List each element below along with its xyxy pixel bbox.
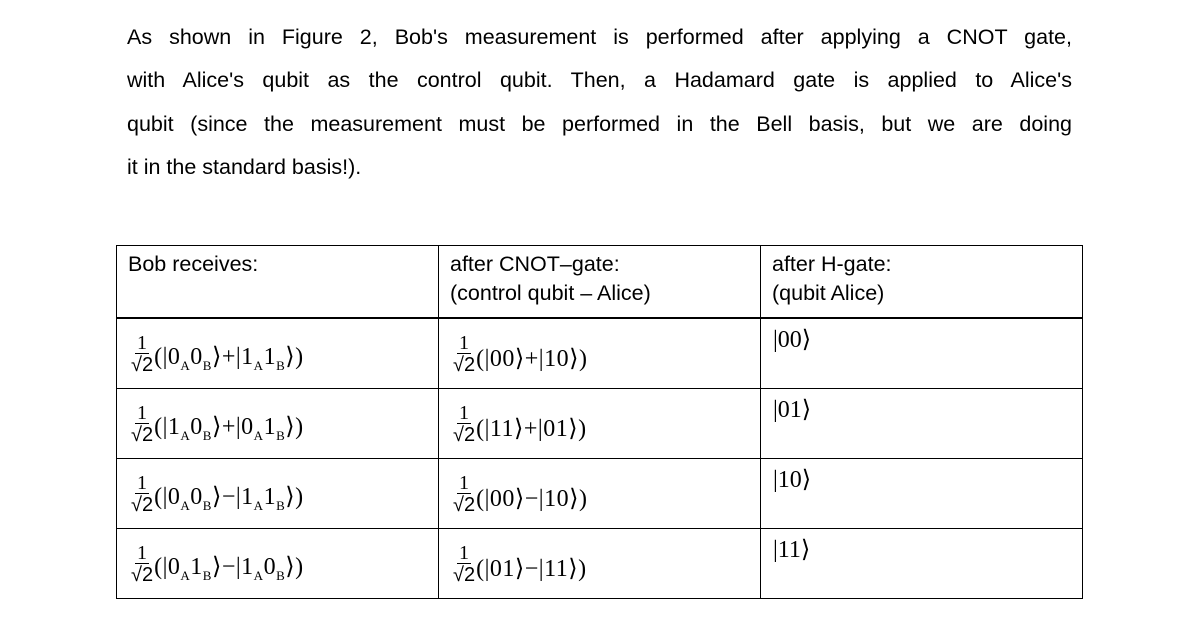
cell-bob-receives [117, 529, 439, 599]
h-state-expression: |10⟩ [773, 467, 812, 493]
cnot-state-expression: (|00⟩+|10⟩) [476, 345, 588, 372]
cnot-state-expression: (|00⟩−|10⟩) [476, 485, 588, 512]
header-line: (qubit Alice) [772, 281, 885, 305]
fraction-numerator: 1 [137, 331, 148, 354]
fraction-denominator: √2 [131, 563, 154, 586]
header-line: after H-gate: [772, 252, 892, 276]
fraction-denominator: √2 [131, 423, 154, 446]
bob-state-expression: $(|0_A0_B⟩+|1_A1_B⟩)$ [154, 344, 304, 373]
fraction-denominator: √2 [453, 563, 476, 586]
fraction [453, 543, 475, 586]
h-state-expression: |01⟩ [773, 397, 812, 423]
cnot-state-expression: (|01⟩−|11⟩) [476, 555, 587, 582]
fraction-denominator: √2 [453, 353, 476, 376]
fraction-numerator: 1 [137, 471, 148, 494]
fraction [453, 403, 475, 446]
fraction [131, 473, 153, 516]
header-after-h [761, 246, 1083, 319]
fraction-denominator: √2 [453, 423, 476, 446]
h-state-expression: |11⟩ [773, 537, 811, 563]
bob-state-expression: $(|0_A0_B⟩-|1_A1_B⟩)$ [154, 484, 304, 513]
h-state-expression: |00⟩ [773, 327, 812, 353]
fraction [131, 333, 153, 376]
cell-after-cnot [439, 529, 761, 599]
fraction-numerator: 1 [459, 331, 470, 354]
fraction-denominator: √2 [131, 493, 154, 516]
fraction-denominator: √2 [131, 353, 154, 376]
header-after-cnot [439, 246, 761, 319]
cell-bob-receives [117, 389, 439, 459]
intro-paragraph [127, 16, 1072, 189]
fraction-numerator: 1 [137, 401, 148, 424]
bob-state-expression: $(|0_A1_B⟩-|1_A0_B⟩)$ [154, 554, 304, 583]
header-line: after CNOT–gate: [450, 252, 620, 276]
quantum-states-table [116, 245, 1083, 599]
cell-bob-receives [117, 318, 439, 389]
fraction [131, 543, 153, 586]
table-row [117, 389, 1083, 459]
table-header-row [117, 246, 1083, 319]
paragraph-line: As shown in Figure 2, Bob's measurement is performed after applying a CNOT gate, [127, 25, 1072, 49]
cell-after-cnot [439, 459, 761, 529]
cell-after-h [761, 318, 1083, 389]
bob-state-expression: $(|1_A0_B⟩+|0_A1_B⟩)$ [154, 414, 304, 443]
fraction [131, 403, 153, 446]
cnot-state-expression: (|11⟩+|01⟩) [476, 415, 587, 442]
cell-after-h [761, 529, 1083, 599]
table-row [117, 459, 1083, 529]
table-row [117, 318, 1083, 389]
header-line: Bob receives: [128, 252, 259, 276]
header-bob-receives [117, 246, 439, 319]
table-row [117, 529, 1083, 599]
cell-after-cnot [439, 389, 761, 459]
cell-after-h [761, 459, 1083, 529]
fraction [453, 333, 475, 376]
fraction-denominator: √2 [453, 493, 476, 516]
fraction [453, 473, 475, 516]
fraction-numerator: 1 [459, 401, 470, 424]
cell-after-cnot [439, 318, 761, 389]
fraction-numerator: 1 [137, 541, 148, 564]
cell-bob-receives [117, 459, 439, 529]
fraction-numerator: 1 [459, 541, 470, 564]
paragraph-line: with Alice's qubit as the control qubit. Then, a Hadamard gate is applied to Alice's [127, 68, 1072, 93]
cell-after-h [761, 389, 1083, 459]
fraction-numerator: 1 [459, 471, 470, 494]
paragraph-line: qubit (since the measurement must be performed in the Bell basis, but we are doing [127, 111, 1072, 136]
header-line: (control qubit – Alice) [450, 281, 651, 305]
paragraph-line: it in the standard basis!). [127, 154, 362, 179]
